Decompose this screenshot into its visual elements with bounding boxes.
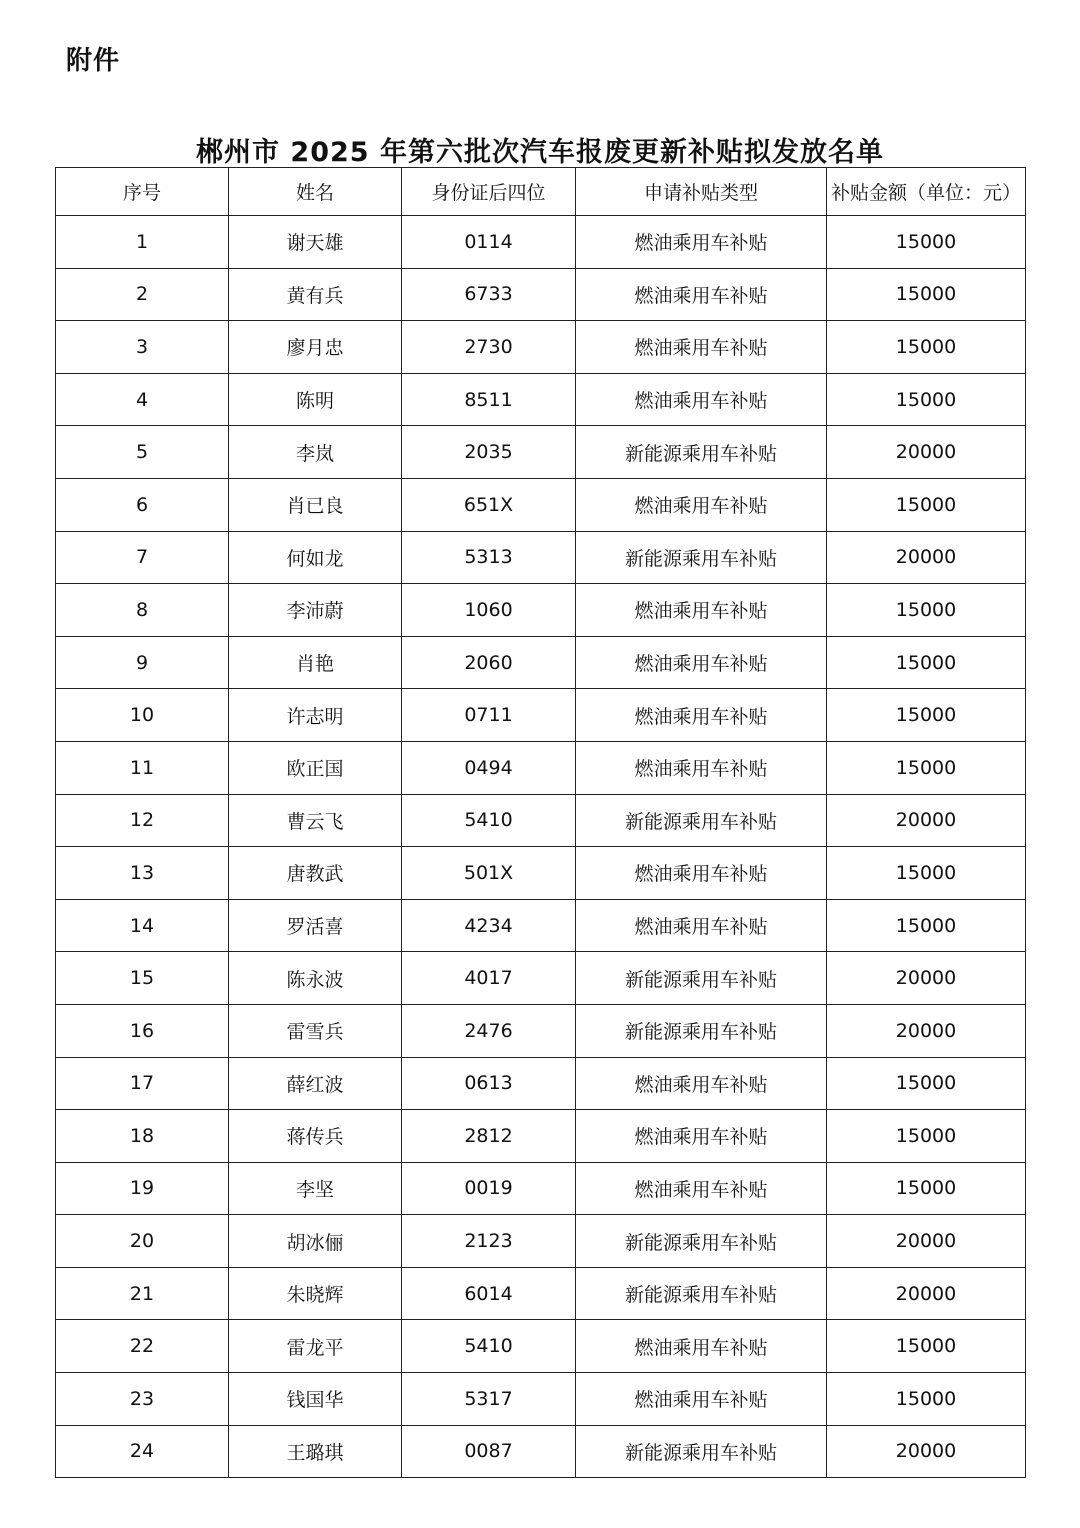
cell-amount: 15000 [827, 373, 1026, 426]
table-row [56, 216, 1026, 269]
cell-id-last4: 651X [402, 478, 576, 531]
table-row [56, 636, 1026, 689]
cell-name: 陈永波 [229, 952, 402, 1005]
table-row [56, 1110, 1026, 1163]
cell-id-last4: 2035 [402, 426, 576, 479]
cell-subsidy-type: 燃油乘用车补贴 [576, 636, 827, 689]
table-row [56, 794, 1026, 847]
cell-subsidy-type: 新能源乘用车补贴 [576, 426, 827, 479]
cell-amount: 15000 [827, 216, 1026, 269]
cell-name: 黄有兵 [229, 268, 402, 321]
cell-name: 李坚 [229, 1162, 402, 1215]
cell-amount: 15000 [827, 741, 1026, 794]
header-amount: 补贴金额（单位：元） [827, 168, 1026, 216]
cell-seq: 5 [56, 426, 229, 479]
cell-amount: 20000 [827, 794, 1026, 847]
table-row [56, 847, 1026, 900]
cell-name: 廖月忠 [229, 321, 402, 374]
cell-seq: 6 [56, 478, 229, 531]
cell-id-last4: 2060 [402, 636, 576, 689]
cell-seq: 2 [56, 268, 229, 321]
cell-subsidy-type: 新能源乘用车补贴 [576, 531, 827, 584]
cell-id-last4: 2123 [402, 1215, 576, 1268]
cell-amount: 15000 [827, 636, 1026, 689]
cell-name: 罗活喜 [229, 899, 402, 952]
cell-amount: 20000 [827, 952, 1026, 1005]
cell-name: 李沛蔚 [229, 584, 402, 637]
table-header-row [56, 168, 1026, 216]
cell-amount: 20000 [827, 1425, 1026, 1478]
table-row [56, 373, 1026, 426]
cell-subsidy-type: 新能源乘用车补贴 [576, 952, 827, 1005]
table-row [56, 1373, 1026, 1426]
cell-name: 朱晓辉 [229, 1267, 402, 1320]
cell-name: 曹云飞 [229, 794, 402, 847]
cell-seq: 19 [56, 1162, 229, 1215]
cell-name: 薛红波 [229, 1057, 402, 1110]
cell-subsidy-type: 燃油乘用车补贴 [576, 847, 827, 900]
cell-amount: 15000 [827, 847, 1026, 900]
cell-seq: 20 [56, 1215, 229, 1268]
cell-amount: 20000 [827, 531, 1026, 584]
cell-id-last4: 6014 [402, 1267, 576, 1320]
cell-subsidy-type: 燃油乘用车补贴 [576, 1057, 827, 1110]
cell-subsidy-type: 燃油乘用车补贴 [576, 584, 827, 637]
cell-amount: 15000 [827, 1057, 1026, 1110]
cell-subsidy-type: 燃油乘用车补贴 [576, 478, 827, 531]
cell-subsidy-type: 燃油乘用车补贴 [576, 1373, 827, 1426]
cell-subsidy-type: 新能源乘用车补贴 [576, 1004, 827, 1057]
document-title: 郴州市 2025 年第六批次汽车报废更新补贴拟发放名单 [196, 137, 884, 168]
cell-subsidy-type: 燃油乘用车补贴 [576, 373, 827, 426]
cell-name: 谢天雄 [229, 216, 402, 269]
cell-subsidy-type: 燃油乘用车补贴 [576, 899, 827, 952]
table-row [56, 426, 1026, 479]
cell-amount: 15000 [827, 689, 1026, 742]
cell-amount: 15000 [827, 1320, 1026, 1373]
cell-name: 蒋传兵 [229, 1110, 402, 1163]
cell-name: 钱国华 [229, 1373, 402, 1426]
cell-seq: 21 [56, 1267, 229, 1320]
cell-id-last4: 0019 [402, 1162, 576, 1215]
cell-seq: 7 [56, 531, 229, 584]
header-name: 姓名 [229, 168, 402, 216]
cell-subsidy-type: 燃油乘用车补贴 [576, 268, 827, 321]
cell-amount: 15000 [827, 321, 1026, 374]
table-row [56, 741, 1026, 794]
table-row [56, 1215, 1026, 1268]
cell-seq: 24 [56, 1425, 229, 1478]
cell-amount: 15000 [827, 584, 1026, 637]
cell-id-last4: 2812 [402, 1110, 576, 1163]
cell-seq: 4 [56, 373, 229, 426]
attachment-label: 附件 [66, 46, 121, 76]
header-id-last4: 身份证后四位 [402, 168, 576, 216]
table-row [56, 268, 1026, 321]
cell-id-last4: 0613 [402, 1057, 576, 1110]
cell-seq: 17 [56, 1057, 229, 1110]
cell-name: 肖艳 [229, 636, 402, 689]
cell-amount: 15000 [827, 899, 1026, 952]
table-row [56, 1267, 1026, 1320]
table-row [56, 952, 1026, 1005]
cell-name: 欧正国 [229, 741, 402, 794]
cell-name: 许志明 [229, 689, 402, 742]
cell-subsidy-type: 新能源乘用车补贴 [576, 1215, 827, 1268]
cell-seq: 14 [56, 899, 229, 952]
cell-id-last4: 5313 [402, 531, 576, 584]
table-row [56, 1162, 1026, 1215]
header-subsidy-type: 申请补贴类型 [576, 168, 827, 216]
cell-seq: 9 [56, 636, 229, 689]
table-row [56, 531, 1026, 584]
cell-seq: 15 [56, 952, 229, 1005]
cell-subsidy-type: 燃油乘用车补贴 [576, 1110, 827, 1163]
cell-seq: 18 [56, 1110, 229, 1163]
cell-id-last4: 1060 [402, 584, 576, 637]
table-row [56, 1320, 1026, 1373]
cell-subsidy-type: 新能源乘用车补贴 [576, 1425, 827, 1478]
cell-amount: 20000 [827, 1267, 1026, 1320]
cell-amount: 20000 [827, 1004, 1026, 1057]
cell-seq: 11 [56, 741, 229, 794]
cell-id-last4: 6733 [402, 268, 576, 321]
cell-id-last4: 5317 [402, 1373, 576, 1426]
table-row [56, 689, 1026, 742]
cell-id-last4: 8511 [402, 373, 576, 426]
table-row [56, 899, 1026, 952]
cell-name: 李岚 [229, 426, 402, 479]
table-row [56, 584, 1026, 637]
cell-seq: 10 [56, 689, 229, 742]
cell-subsidy-type: 燃油乘用车补贴 [576, 321, 827, 374]
table-row [56, 1057, 1026, 1110]
subsidy-list-table [55, 167, 1026, 1478]
cell-id-last4: 5410 [402, 1320, 576, 1373]
cell-seq: 3 [56, 321, 229, 374]
cell-seq: 23 [56, 1373, 229, 1426]
cell-amount: 15000 [827, 1162, 1026, 1215]
header-seq: 序号 [56, 168, 229, 216]
cell-id-last4: 5410 [402, 794, 576, 847]
cell-amount: 20000 [827, 1215, 1026, 1268]
cell-name: 雷龙平 [229, 1320, 402, 1373]
cell-amount: 15000 [827, 268, 1026, 321]
table-row [56, 478, 1026, 531]
table-row [56, 1425, 1026, 1478]
cell-id-last4: 0087 [402, 1425, 576, 1478]
cell-seq: 22 [56, 1320, 229, 1373]
cell-seq: 1 [56, 216, 229, 269]
cell-id-last4: 4017 [402, 952, 576, 1005]
cell-id-last4: 0494 [402, 741, 576, 794]
cell-subsidy-type: 燃油乘用车补贴 [576, 1162, 827, 1215]
cell-seq: 8 [56, 584, 229, 637]
cell-amount: 15000 [827, 1373, 1026, 1426]
cell-amount: 20000 [827, 426, 1026, 479]
cell-subsidy-type: 燃油乘用车补贴 [576, 216, 827, 269]
cell-id-last4: 4234 [402, 899, 576, 952]
cell-name: 陈明 [229, 373, 402, 426]
cell-amount: 15000 [827, 478, 1026, 531]
cell-seq: 16 [56, 1004, 229, 1057]
cell-name: 王璐琪 [229, 1425, 402, 1478]
table-row [56, 321, 1026, 374]
cell-id-last4: 2730 [402, 321, 576, 374]
cell-name: 肖已良 [229, 478, 402, 531]
cell-id-last4: 0711 [402, 689, 576, 742]
cell-name: 何如龙 [229, 531, 402, 584]
cell-subsidy-type: 燃油乘用车补贴 [576, 741, 827, 794]
cell-subsidy-type: 新能源乘用车补贴 [576, 794, 827, 847]
table-row [56, 1004, 1026, 1057]
cell-seq: 12 [56, 794, 229, 847]
cell-id-last4: 501X [402, 847, 576, 900]
cell-id-last4: 2476 [402, 1004, 576, 1057]
cell-subsidy-type: 燃油乘用车补贴 [576, 1320, 827, 1373]
cell-subsidy-type: 燃油乘用车补贴 [576, 689, 827, 742]
cell-seq: 13 [56, 847, 229, 900]
cell-name: 胡冰俪 [229, 1215, 402, 1268]
cell-name: 唐教武 [229, 847, 402, 900]
cell-id-last4: 0114 [402, 216, 576, 269]
cell-name: 雷雪兵 [229, 1004, 402, 1057]
cell-amount: 15000 [827, 1110, 1026, 1163]
cell-subsidy-type: 新能源乘用车补贴 [576, 1267, 827, 1320]
table-body [56, 216, 1026, 1478]
